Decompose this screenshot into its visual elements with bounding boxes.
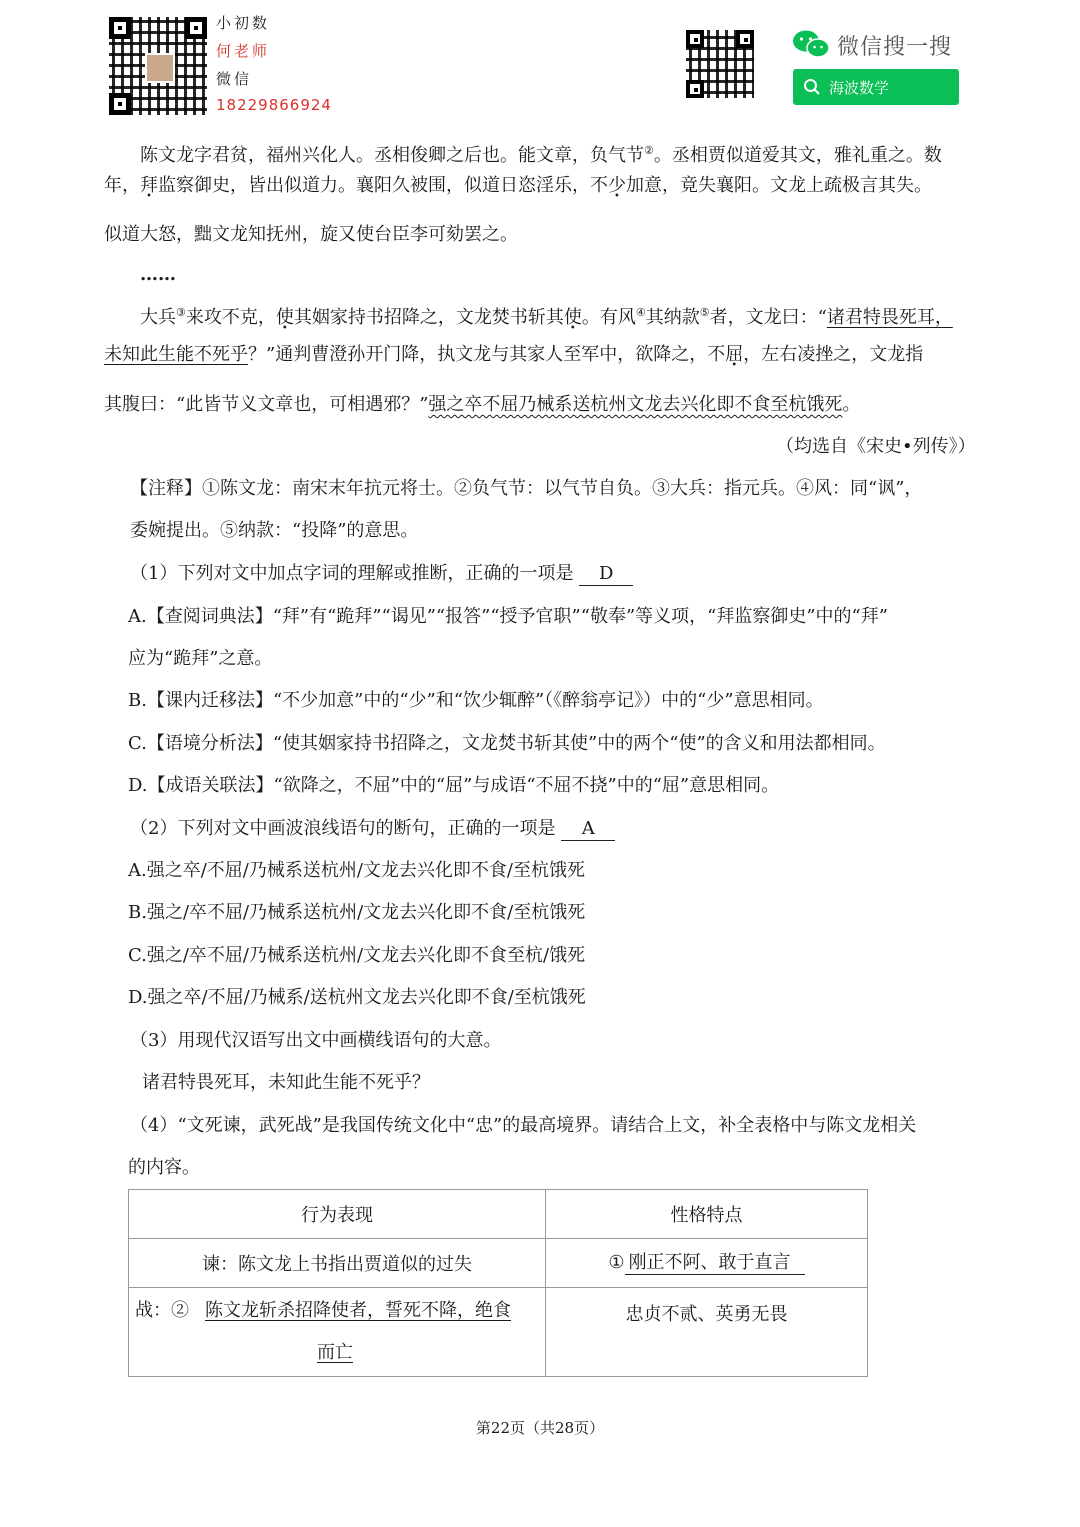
- q1-option-b: B.【课内迁移法】“不少加意”中的“少”和“饮少辄醉”（《醉翁亭记》）中的“少”意思相同。: [128, 690, 824, 711]
- wechat-search-label: 微信搜一搜: [837, 35, 953, 60]
- table-row: [129, 1239, 868, 1288]
- q3-stem: （3）用现代汉语写出文中画横线语句的大意。: [130, 1030, 502, 1051]
- q2-option-b: B.强之/卒不屈/乃械系送杭州/文龙去兴化即不食/至杭饿死: [128, 902, 586, 923]
- passage-line-6: 其腹曰：“此皆节义文章也，可相遇邪？”强之卒不屈乃械系送杭州文龙去兴化即不食至杭饿死。: [104, 394, 861, 415]
- q2-option-a: A.强之卒/不屈/乃械系送杭州/文龙去兴化即不食/至杭饿死: [128, 860, 585, 881]
- q1-answer: D: [579, 563, 633, 586]
- search-icon: [803, 78, 821, 96]
- qr-code-right: [686, 30, 754, 98]
- card-line-2: 何老师: [216, 42, 271, 60]
- search-button-label: 海波数学: [829, 79, 890, 97]
- dotted-char: 屈: [725, 344, 744, 365]
- card-line-1: 小初数: [216, 14, 271, 32]
- qr-code-left: [109, 17, 207, 115]
- table-cell: ① 刚正不阿、敢于直言: [546, 1239, 868, 1288]
- q2-option-c: C.强之/卒不屈/乃械系送杭州/文龙去兴化即不食至杭/饿死: [128, 945, 586, 966]
- q4-stem-cont: 的内容。: [128, 1157, 200, 1178]
- q1-option-d: D.【成语关联法】“欲降之，不屈”中的“屈”与成语“不屈不挠”中的“屈”意思相同。: [128, 775, 780, 796]
- avatar: [145, 53, 175, 83]
- card-phone: 18229866924: [216, 96, 332, 114]
- q3-sentence: 诸君特畏死耳，未知此生能不死乎？: [142, 1072, 430, 1093]
- passage-line-3: 似道大怒，黜文龙知抚州，旋又使台臣李可劾罢之。: [104, 224, 518, 245]
- page-number: 第22页（共28页）: [475, 1419, 605, 1437]
- passage-line-2: 年，拜监察御史，皆出似道力。襄阳久被围，似道日恣淫乐，不少加意，竟失襄阳。文龙上疏极言其失。: [104, 175, 932, 196]
- q1-option-c: C.【语境分析法】“使其姻家持书招降之，文龙焚书斩其使”中的两个“使”的含义和用法都相同。: [128, 733, 886, 754]
- table-header: 性格特点: [546, 1190, 868, 1239]
- answer-fill: 刚正不阿、敢于直言: [625, 1252, 805, 1275]
- q1-option-a: A.【查阅词典法】“拜”有“跪拜”“谒见”“报答”“授予官职”“敬奉”等义项，“拜监察御史”中的“拜”: [128, 606, 888, 627]
- dotted-char: 使: [563, 307, 582, 328]
- passage-line-4: 大兵③来攻不克，使其姻家持书招降之，文龙焚书斩其使。有风④其纳款⑤者，文龙曰：“诸君特畏死耳，: [140, 306, 953, 328]
- answer-fill: 陈文龙斩杀招降使者，誓死不降，绝食: [205, 1300, 511, 1321]
- notes-line-2: 委婉提出。⑤纳款：“投降”的意思。: [130, 520, 419, 541]
- answer-table: [128, 1189, 868, 1377]
- q1-stem: （1）下列对文中加点字词的理解或推断，正确的一项是 D: [130, 561, 633, 587]
- table-row: [129, 1288, 868, 1377]
- dotted-char: 使: [275, 307, 294, 328]
- table-header: 行为表现: [129, 1190, 546, 1239]
- table-cell: 谏：陈文龙上书指出贾道似的过失: [129, 1239, 546, 1288]
- underlined-sentence: 诸君特畏死耳，: [826, 307, 953, 328]
- q4-stem: （4）“文死谏，武死战”是我国传统文化中“忠”的最高境界。请结合上文，补全表格中与陈文龙相关: [130, 1115, 917, 1136]
- table-cell: 战：② 陈文龙斩杀招降使者，誓死不降，绝食 而亡: [129, 1288, 546, 1377]
- dotted-char: 少: [608, 175, 626, 196]
- wavy-sentence: 强之卒不屈乃械系送杭州文龙去兴化即不食至杭饿死: [428, 394, 843, 415]
- card-line-3: 微信: [216, 70, 253, 88]
- wechat-icon: [792, 29, 830, 59]
- q2-option-d: D.强之卒/不屈/乃械系/送杭州文龙去兴化即不食/至杭饿死: [128, 987, 586, 1008]
- answer-fill: 而亡: [317, 1342, 353, 1363]
- passage-source: （均选自《宋史•列传》）: [776, 436, 976, 457]
- dotted-char: 拜: [140, 175, 158, 196]
- search-button[interactable]: [793, 69, 959, 105]
- passage-ellipsis: ……: [140, 264, 176, 285]
- underlined-sentence: 未知此生能不死乎: [104, 344, 248, 365]
- table-cell: 忠贞不贰、英勇无畏: [546, 1288, 868, 1377]
- notes-line-1: 【注释】①陈文龙：南宋末年抗元将士。②负气节：以气节自负。③大兵：指元兵。④风：同“讽”，: [130, 478, 923, 499]
- q1-option-a-cont: 应为“跪拜”之意。: [128, 648, 273, 669]
- q2-answer: A: [561, 818, 615, 841]
- passage-line-5: 未知此生能不死乎？”通判曹澄孙开门降，执文龙与其家人至军中，欲降之，不屈，左右凌挫之，文龙指: [104, 344, 924, 365]
- table-header-row: [129, 1190, 868, 1239]
- q2-stem: （2）下列对文中画波浪线语句的断句，正确的一项是 A: [130, 816, 615, 842]
- passage-line-1: 陈文龙字君贫，福州兴化人。丞相俊卿之后也。能文章，负气节②。丞相贾似道爱其文，雅礼重之。数: [140, 144, 942, 166]
